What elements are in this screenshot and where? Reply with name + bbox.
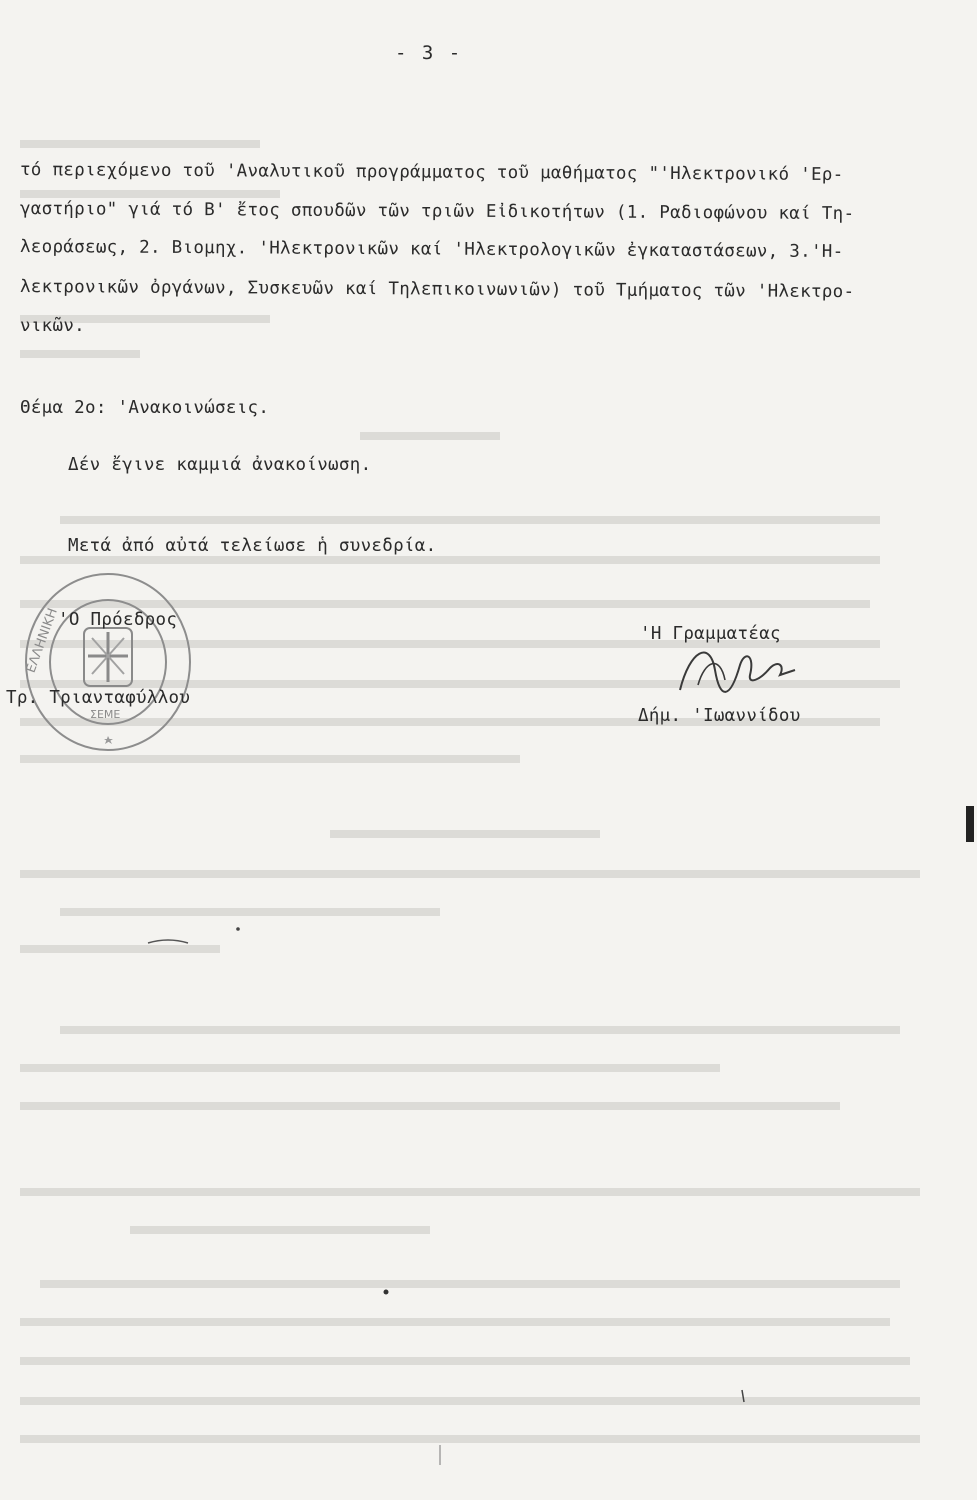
- topic-heading: Θέμα 2ο: 'Ανακοινώσεις.: [20, 398, 270, 418]
- president-title: 'Ο Πρόεδρος: [58, 610, 178, 630]
- body-line-3: λεοράσεως, 2. Βιομηχ. 'Ηλεκτρονικῶν καί 'Ηλεκτρολογικῶν ἐγκαταστάσεων, 3.'Η-: [19, 237, 844, 263]
- body-line-5: νικῶν.: [20, 316, 86, 336]
- svg-text:ΕΛΛΗΝΙΚΗ: ΕΛΛΗΝΙΚΗ: [23, 606, 61, 676]
- body-line-4: λεκτρονικῶν ὀργάνων, Συσκευῶν καί Τηλεπικοινωνιῶν) τοῦ Τμήματος τῶν 'Ηλεκτρο-: [19, 277, 855, 303]
- secretary-title: 'Η Γραμματέας: [640, 624, 781, 644]
- page-number: - 3 -: [395, 42, 463, 64]
- body-line-2: γαστήριο" γιά τό Β' ἔτος σπουδῶν τῶν τριῶν Εἰδικοτήτων (1. Ραδιοφώνου καί Τη-: [19, 199, 855, 225]
- president-name: Τρ. Τριανταφύλλου: [6, 688, 191, 708]
- no-announcement-text: Δέν ἔγινε καμμιά ἀνακοίνωση.: [68, 455, 372, 475]
- svg-text:ΣΕΜΕ: ΣΕΜΕ: [90, 708, 121, 721]
- body-line-1: τό περιεχόμενο τοῦ 'Αναλυτικοῦ προγράμματος τοῦ μαθήματος "'Ηλεκτρονικό 'Ερ-: [19, 160, 844, 186]
- closing-line: Μετά ἀπό αὐτά τελείωσε ἡ συνεδρία.: [68, 536, 437, 556]
- secretary-name: Δήμ. 'Ιωαννίδου: [638, 706, 801, 726]
